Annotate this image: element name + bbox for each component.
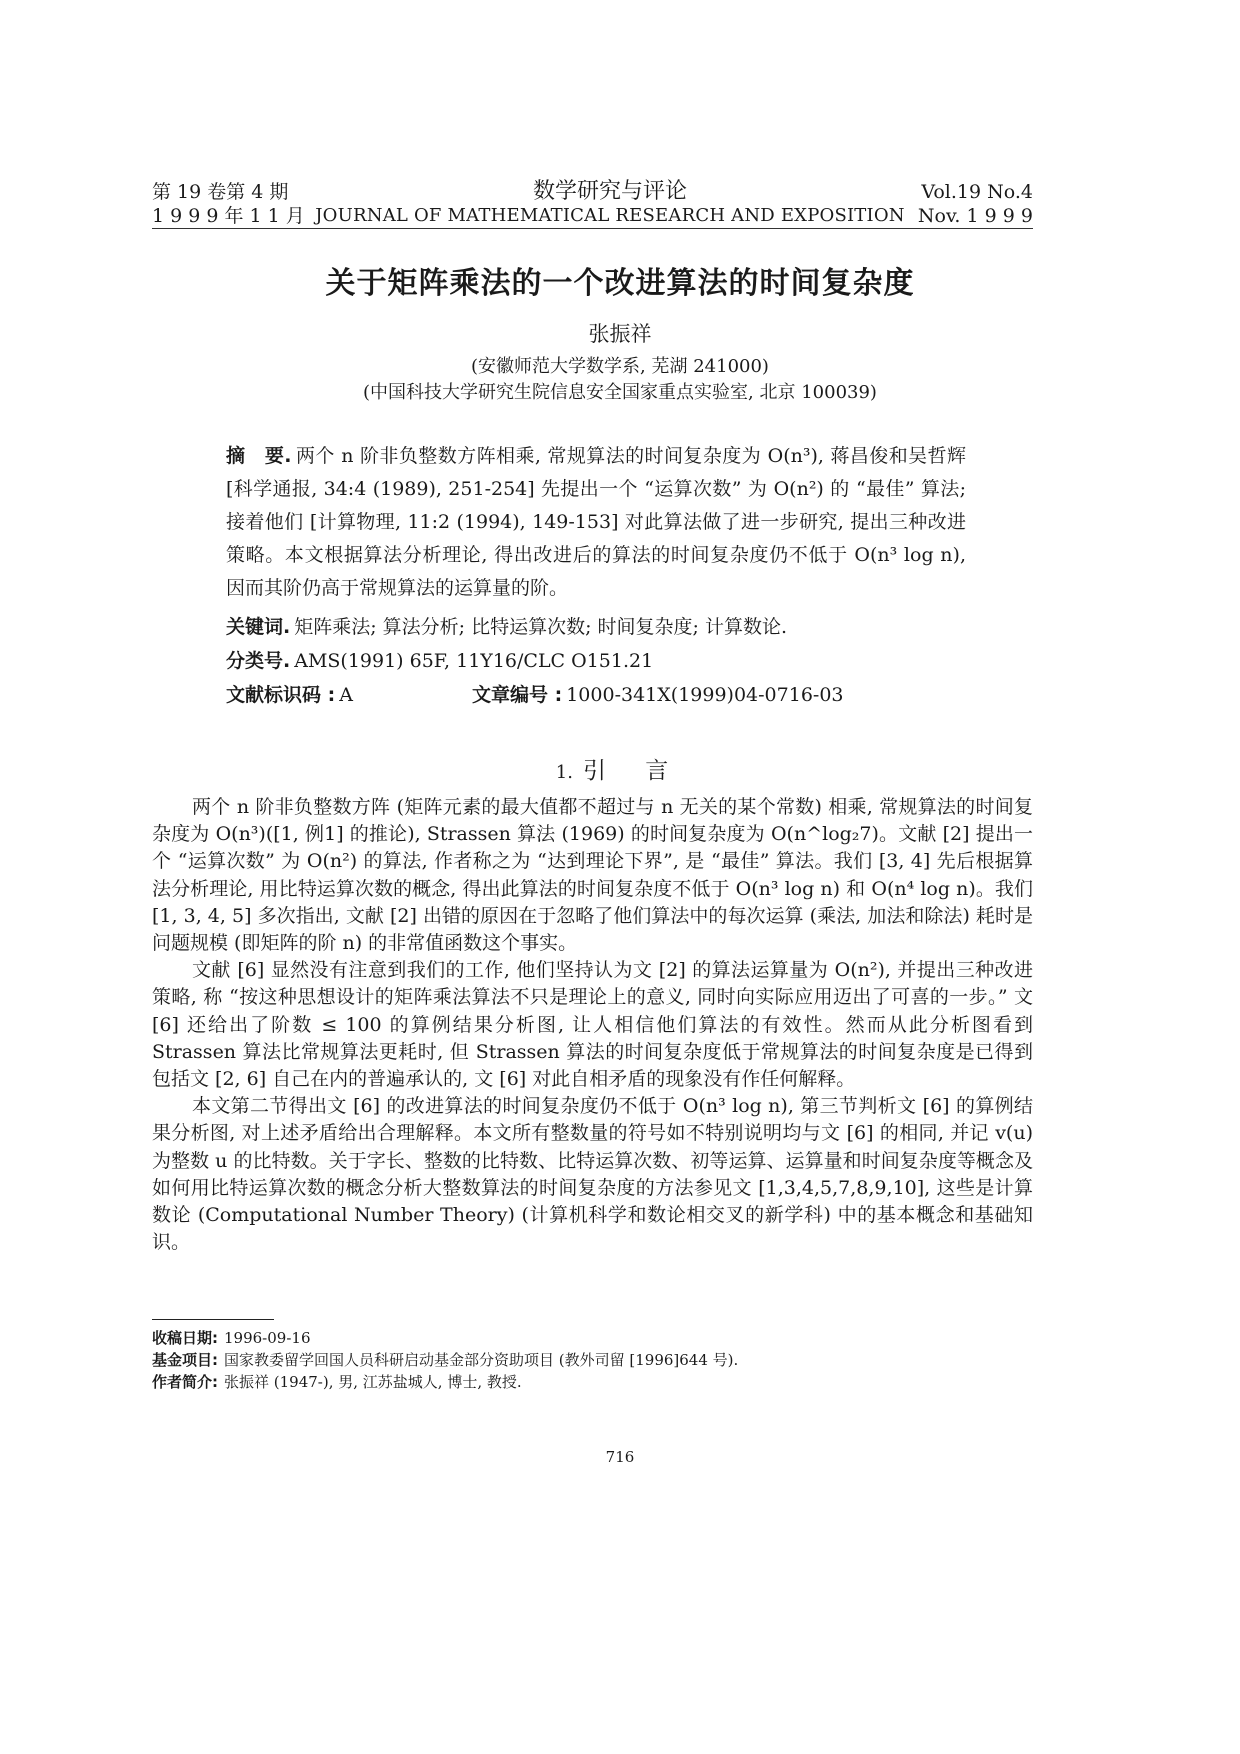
- fund-value: 国家教委留学回国人员科研启动基金部分资助项目 (教外司留 [1996]644 号).: [224, 1351, 739, 1369]
- abstract: [226, 440, 966, 605]
- received-value: 1996-09-16: [224, 1329, 311, 1347]
- affiliation-1: (安徽师范大学数学系, 芜湖 241000): [471, 356, 769, 377]
- author-name: 张振祥: [588, 322, 652, 346]
- footnote-rule: [152, 1319, 274, 1320]
- footnote-fund: [152, 1350, 1033, 1370]
- keywords-text: 矩阵乘法; 算法分析; 比特运算次数; 时间复杂度; 计算数论.: [294, 616, 788, 638]
- journal-name-cn: 数学研究与评论: [532, 179, 687, 204]
- document-ids: [226, 680, 1006, 710]
- running-header-left: [152, 180, 305, 228]
- journal-name-en: JOURNAL OF MATHEMATICAL RESEARCH AND EXPOSITION: [315, 205, 905, 226]
- section-title: 引 言: [582, 758, 685, 784]
- article-number-value: 1000-341X(1999)04-0716-03: [566, 684, 844, 706]
- doc-code-label: 文献标识码 :: [226, 684, 336, 706]
- affiliation-2: (中国科技大学研究生院信息安全国家重点实验室, 北京 100039): [363, 382, 877, 403]
- paper-title: 关于矩阵乘法的一个改进算法的时间复杂度: [325, 266, 915, 301]
- section-number: 1.: [555, 762, 573, 783]
- article-number: [472, 680, 844, 710]
- header-rule: [152, 228, 1033, 229]
- classification: [226, 646, 1006, 676]
- volume-issue: 第 19 卷第 4 期: [152, 181, 289, 203]
- running-header-center: [310, 180, 910, 228]
- section-heading: [0, 752, 1240, 785]
- article-number-label: 文章编号 :: [472, 684, 563, 706]
- keywords: [226, 612, 1006, 642]
- volume-number: Vol.19 No.4: [921, 181, 1033, 203]
- paragraph-3: 本文第二节得出文 [6] 的改进算法的时间复杂度仍不低于 O(n³ log n), 第三节判析文 [6] 的算例结果分析图, 对上述矛盾给出合理解释。本文所有整数量的符号如不特别说明均与文 [6] 的相同, 并记 v(u) 为整数 u 的比特数。关于字长、整数的比特数、比特运算次数、初等运算、运算量和时间复杂度等概念及如何用比特运算次数的概念分析大整数算法的时间复杂度的方法参见文 [1,3,4,5,7,8,9,10], 这些是计算数论 (Computational Number Theory) (计算机科学和数论相交叉的新学科) 中的基本概念和基础知识。: [152, 1095, 1033, 1254]
- classification-text: AMS(1991) 65F, 11Y16/CLC O151.21: [294, 650, 654, 672]
- paragraph-2: 文献 [6] 显然没有注意到我们的工作, 他们坚持认为文 [2] 的算法运算量为 O(n²), 并提出三种改进策略, 称 “按这种思想设计的矩阵乘法算法不只是理论上的意义, 同时向实际应用迈出了可喜的一步。” 文 [6] 还给出了阶数 ≤ 100 的算例结果分析图, 让人相信他们算法的有效性。然而从此分析图看到 Strassen 算法比常规算法更耗时, 但 Strassen 算法的时间复杂度低于常规算法的时间复杂度是已得到包括文 [2, 6] 自己在内的普遍承认的, 文 [6] 对此自相矛盾的现象没有作任何解释。: [152, 959, 1033, 1091]
- received-label: 收稿日期:: [152, 1329, 218, 1347]
- footnote-received: [152, 1328, 1033, 1348]
- issue-month: Nov. 1 9 9 9: [917, 205, 1033, 227]
- bio-value: 张振祥 (1947-), 男, 江苏盐城人, 博士, 教授.: [224, 1373, 522, 1391]
- abstract-text: 两个 n 阶非负整数方阵相乘, 常规算法的时间复杂度为 O(n³), 蒋昌俊和吴哲辉 [科学通报, 34:4 (1989), 251-254] 先提出一个 “运算次数” 为 O(n²) 的 “最佳” 算法; 接着他们 [计算物理, 11:2 (1994), 149-153] 对此算法做了进一步研究, 提出三种改进策略。本文根据算法分析理论, 得出改进后的算法的时间复杂度仍不低于 O(n³ log n), 因而其阶仍高于常规算法的运算量的阶。: [226, 445, 966, 599]
- footnote-bio: [152, 1372, 1033, 1392]
- abstract-label: 摘 要.: [226, 445, 292, 467]
- paragraph-1: 两个 n 阶非负整数方阵 (矩阵元素的最大值都不超过与 n 无关的某个常数) 相乘, 常规算法的时间复杂度为 O(n³)([1, 例1] 的推论), Strassen 算法 (1969) 的时间复杂度为 O(n^log₂7)。文献 [2] 提出一个 “运算次数” 为 O(n²) 的算法, 作者称之为 “达到理论下界”, 是 “最佳” 算法。我们 [3, 4] 先后根据算法分析理论, 用比特运算次数的概念, 得出此算法的时间复杂度不低于 O(n³ log n) 和 O(n⁴ log n)。我们 [1, 3, 4, 5] 多次指出, 文献 [2] 出错的原因在于忽略了他们算法中的每次运算 (乘法, 加法和除法) 耗时是问题规模 (即矩阵的阶 n) 的非常值函数这个事实。: [152, 796, 1033, 955]
- page-number: 716: [605, 1448, 635, 1466]
- fund-label: 基金项目:: [152, 1351, 218, 1369]
- doc-code-value: A: [339, 684, 353, 706]
- classification-label: 分类号.: [226, 650, 291, 672]
- body-text: [152, 794, 1033, 1256]
- bio-label: 作者简介:: [152, 1373, 218, 1391]
- keywords-label: 关键词.: [226, 616, 291, 638]
- running-header-right: [918, 180, 1033, 228]
- issue-date: 1 9 9 9 年 1 1 月: [152, 205, 305, 227]
